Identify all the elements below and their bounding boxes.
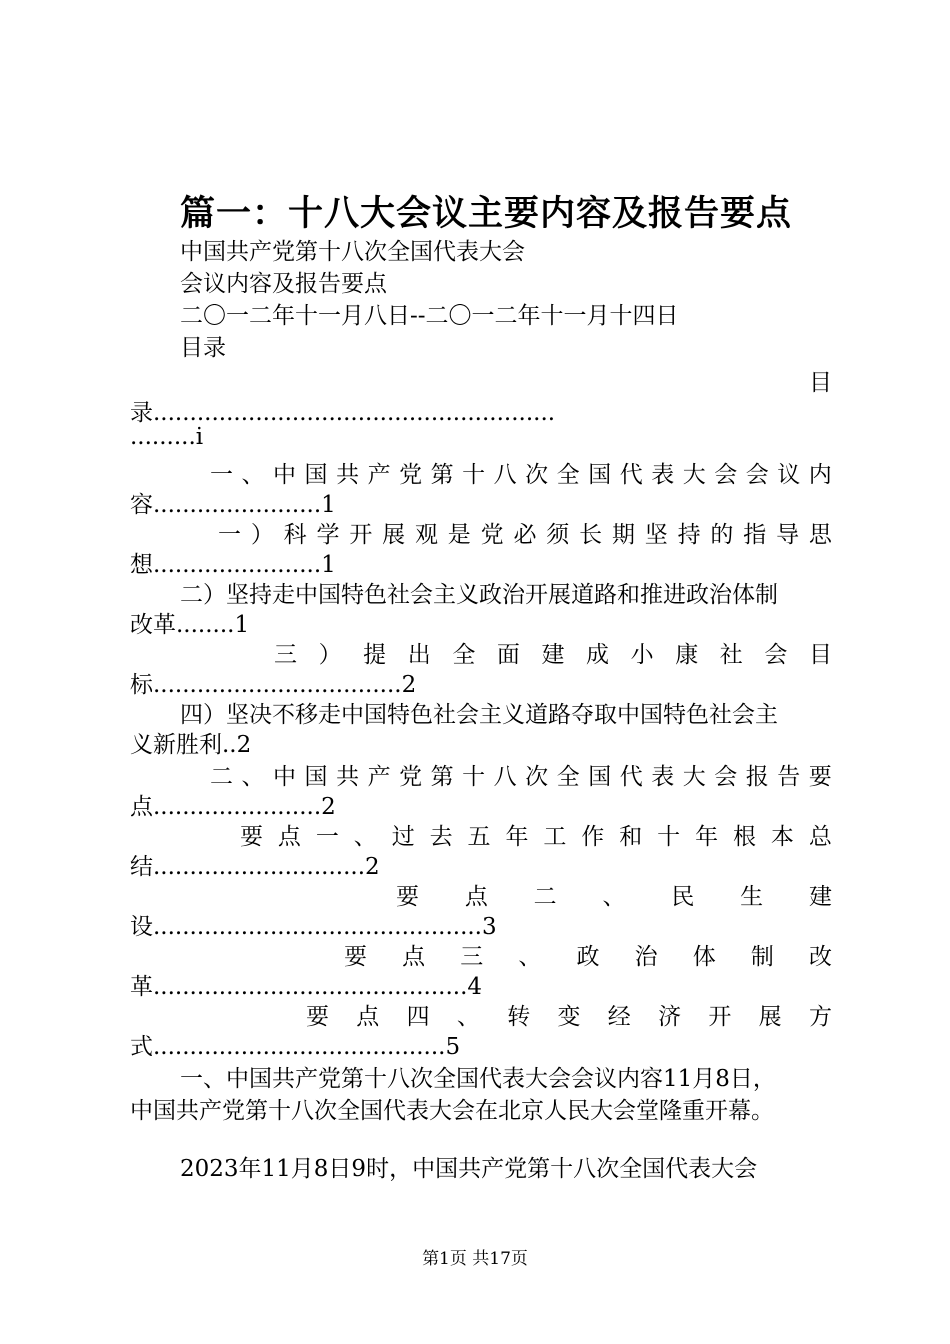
toc-entry-0-line2: 录.......................................................	[130, 400, 556, 424]
header-line-congress: 中国共产党第十八次全国代表大会	[180, 239, 525, 265]
toc-entry-10-line1: 要 点 四 、 转 变 经 济 开 展 方	[306, 1004, 832, 1028]
toc-entry-2-line2: 想.......................1	[130, 552, 336, 576]
toc-entry-8-line1: 要 点 二 、 民 生 建	[396, 884, 832, 908]
toc-entry-6-line1: 二 、 中 国 共 产 党 第 十 八 次 全 国 代 表 大 会 报 告 要	[210, 764, 832, 788]
toc-entry-5-line2: 义新胜利..2	[130, 732, 252, 756]
toc-entry-2-line1: 一 ） 科 学 开 展 观 是 党 必 须 长 期 坚 持 的 指 导 思	[218, 522, 832, 546]
toc-entry-7-line2: 结.............................2	[130, 854, 380, 878]
toc-entry-4-line2: 标..................................2	[130, 672, 417, 696]
toc-entry-8-line2: 设.............................................3	[130, 914, 497, 938]
toc-entry-5-line1: 四）坚决不移走中国特色社会主义道路夺取中国特色社会主	[180, 702, 778, 726]
toc-entry-9-line1: 要 点 三 、 政 治 体 制 改	[344, 944, 832, 968]
toc-entry-1-line1: 一 、 中 国 共 产 党 第 十 八 次 全 国 代 表 大 会 会 议 内	[210, 462, 832, 486]
body-paragraph-line1: 一、中国共产党第十八次全国代表大会会议内容11月8日，	[180, 1066, 776, 1092]
toc-entry-7-line1: 要 点 一 、 过 去 五 年 工 作 和 十 年 根 本 总	[240, 824, 832, 848]
toc-entry-6-line2: 点.......................2	[130, 794, 336, 818]
toc-entry-9-line2: 革...........................................4	[130, 974, 483, 998]
toc-entry-0-line1: 目	[809, 370, 832, 394]
body-paragraph-line2: 中国共产党第十八次全国代表大会在北京人民大会堂隆重开幕。	[130, 1098, 774, 1124]
document-title: 篇一：十八大会议主要内容及报告要点	[180, 193, 793, 234]
toc-entry-1-line2: 容.......................1	[130, 492, 336, 516]
page-footer: 第1页 共17页	[422, 1249, 528, 1269]
header-line-dates: 二〇一二年十一月八日--二〇一二年十一月十四日	[180, 303, 679, 329]
toc-entry-3-line2: 改革........1	[130, 612, 250, 636]
body-paragraph-line3: 2023年11月8日9时，中国共产党第十八次全国代表大会	[180, 1156, 758, 1182]
toc-entry-10-line2: 式........................................5	[130, 1034, 461, 1058]
header-line-contents: 目录	[180, 335, 226, 361]
toc-entry-4-line1: 三 ） 提 出 全 面 建 成 小 康 社 会 目	[274, 642, 832, 666]
toc-entry-0-line3: .........i	[130, 424, 204, 450]
toc-entry-3-line1: 二）坚持走中国特色社会主义政治开展道路和推进政治体制	[180, 582, 778, 606]
header-line-subtitle: 会议内容及报告要点	[180, 271, 387, 297]
